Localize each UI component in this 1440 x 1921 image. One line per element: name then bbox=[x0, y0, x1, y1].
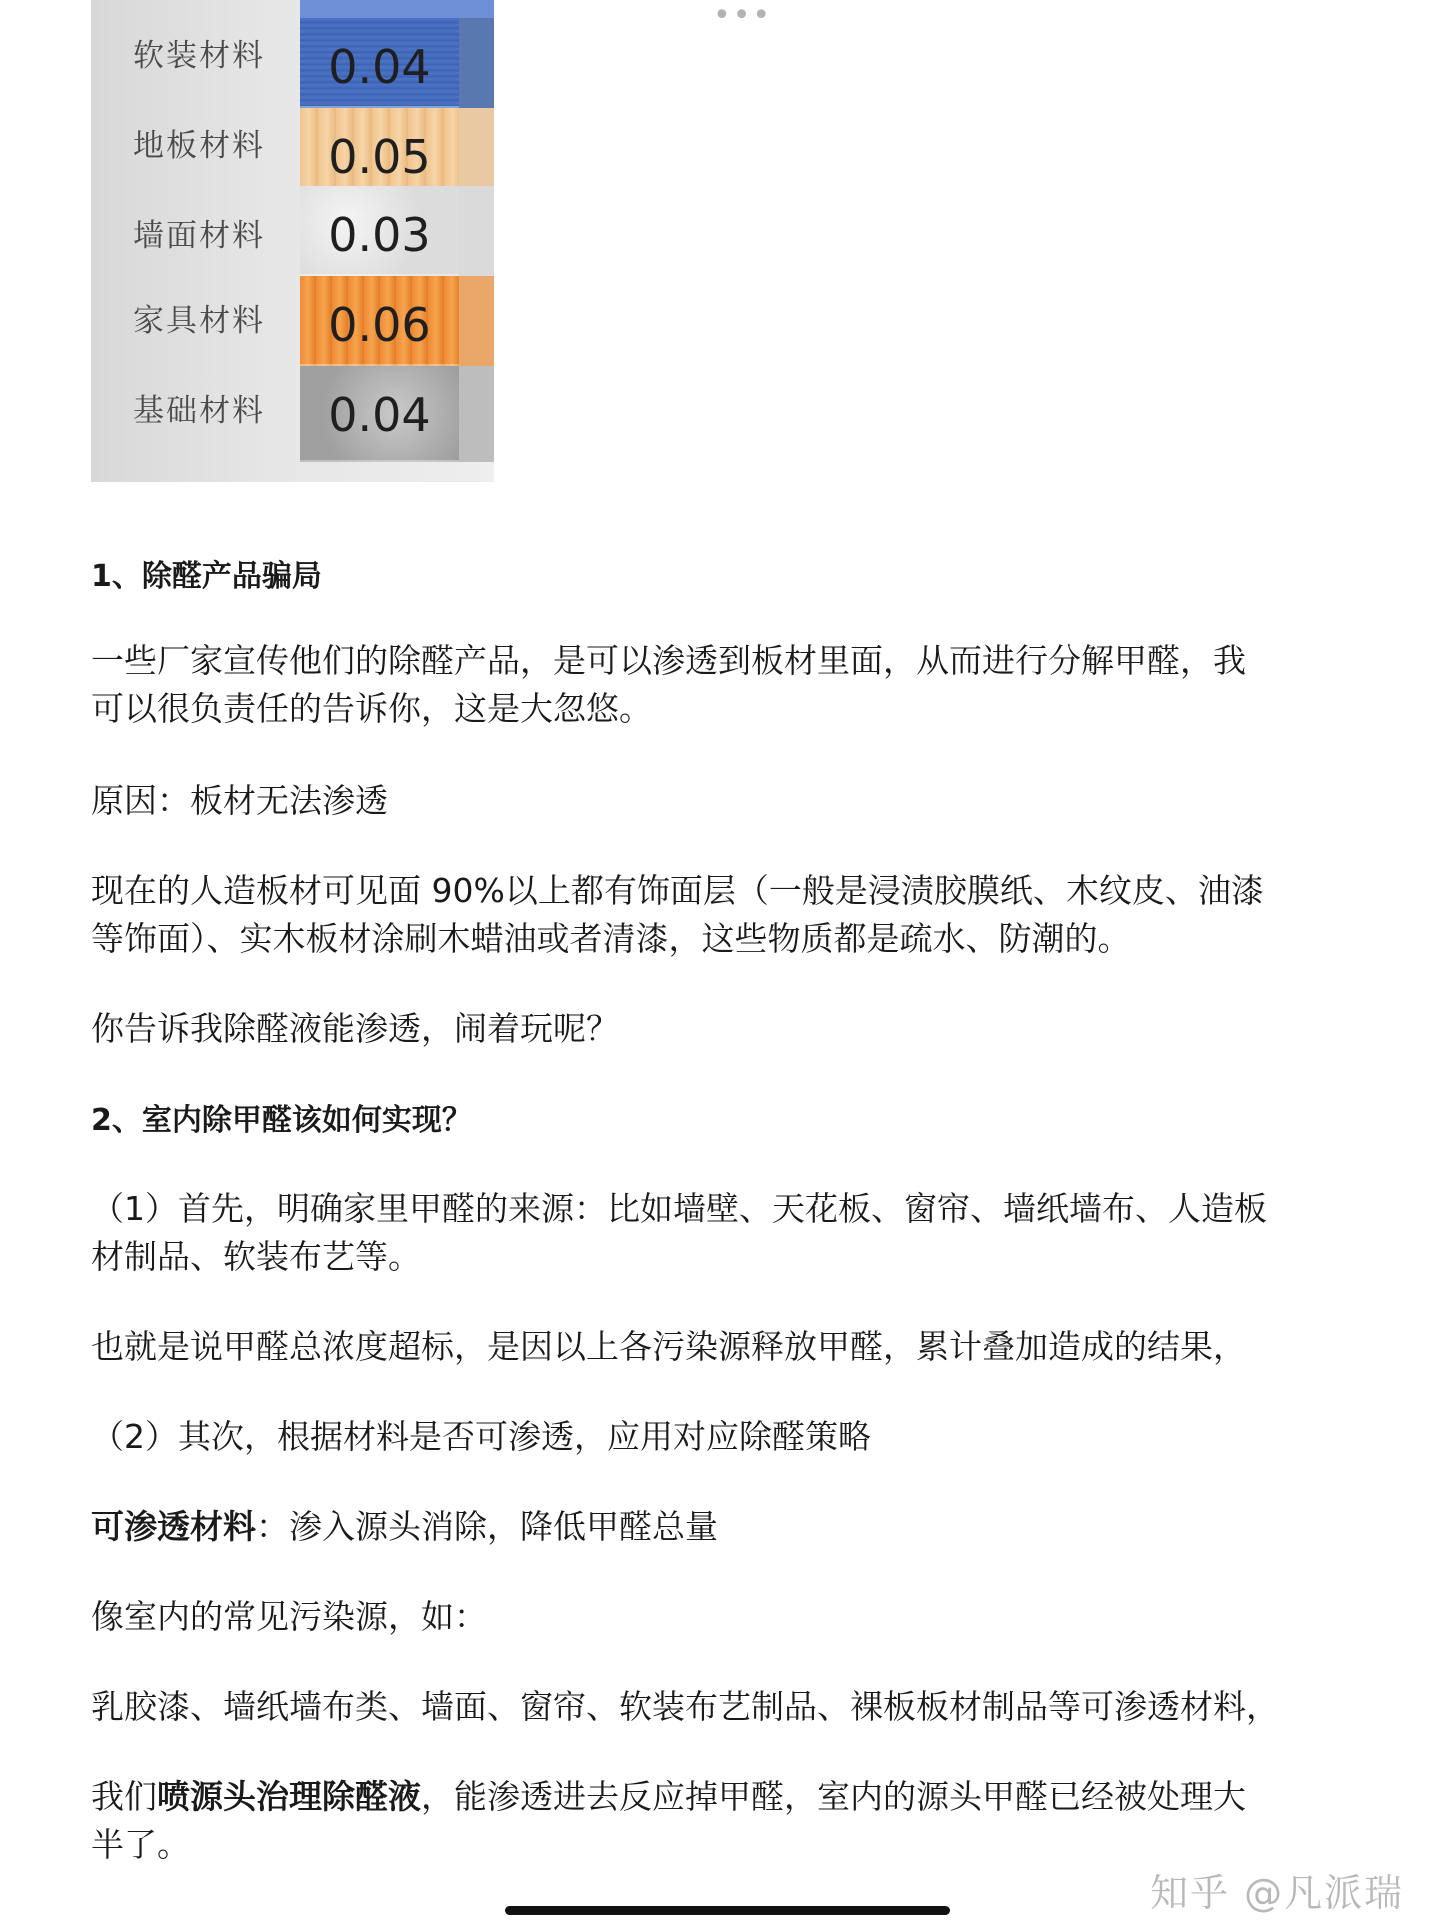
text-span: 我们 bbox=[91, 1777, 157, 1816]
paragraph: 也就是说甲醛总浓度超标，是因以上各污染源释放甲醛，累计叠加造成的结果， bbox=[91, 1327, 1246, 1366]
block-side-face bbox=[459, 18, 494, 108]
text-span: ：渗入源头消除，降低甲醛总量 bbox=[256, 1507, 718, 1546]
material-block bbox=[300, 186, 459, 276]
block-value: 0.03 bbox=[328, 208, 431, 262]
block-top-face bbox=[300, 0, 494, 18]
paragraph: 乳胶漆、墙纸墙布类、墙面、窗帘、软装布艺制品、裸板板材制品等可渗透材料， bbox=[91, 1687, 1279, 1726]
paragraph: 你告诉我除醛液能渗透，闹着玩呢？ bbox=[91, 1009, 619, 1048]
figure-label: 家具材料 bbox=[133, 303, 265, 339]
paragraph-line: 半了。 bbox=[91, 1825, 190, 1864]
paragraph-line: （1）首先，明确家里甲醛的来源：比如墙壁、天花板、窗帘、墙纸墙布、人造板 bbox=[91, 1189, 1267, 1228]
block-side-face bbox=[459, 186, 494, 276]
paragraph-line: 现在的人造板材可见面 90%以上都有饰面层（一般是浸渍胶膜纸、木纹皮、油漆 bbox=[91, 871, 1264, 910]
block-side-face bbox=[459, 276, 494, 366]
block-side-face bbox=[459, 108, 494, 198]
material-block bbox=[300, 108, 459, 198]
block-value: 0.04 bbox=[328, 40, 431, 94]
paragraph-line: 一些厂家宣传他们的除醛产品，是可以渗透到板材里面，从而进行分解甲醛，我 bbox=[91, 641, 1246, 680]
section-heading: 2、室内除甲醛该如何实现？ bbox=[91, 1103, 472, 1138]
material-block bbox=[300, 366, 459, 462]
home-indicator[interactable] bbox=[505, 1906, 950, 1915]
paragraph-line bbox=[91, 1774, 1351, 1820]
zhihu-watermark: 知乎 @凡派瑞 bbox=[1150, 1871, 1405, 1915]
block-side-face bbox=[459, 366, 494, 462]
figure-label: 基础材料 bbox=[133, 393, 265, 429]
block-value: 0.05 bbox=[328, 130, 431, 184]
block-value: 0.04 bbox=[328, 388, 431, 442]
paragraph: （2）其次，根据材料是否可渗透，应用对应除醛策略 bbox=[91, 1417, 871, 1456]
paragraph-line: 可以很负责任的告诉你，这是大忽悠。 bbox=[91, 689, 652, 728]
bold-phrase: 可渗透材料 bbox=[91, 1507, 256, 1546]
more-options-icon[interactable]: ••• bbox=[713, 0, 773, 33]
bold-phrase: 喷源头治理除醛液 bbox=[157, 1777, 421, 1816]
block-value: 0.06 bbox=[328, 298, 431, 352]
figure-label: 软装材料 bbox=[133, 38, 265, 74]
figure-label: 地板材料 bbox=[133, 128, 265, 164]
material-block bbox=[300, 276, 459, 366]
paragraph: 原因：板材无法渗透 bbox=[91, 781, 388, 820]
section-heading: 1、除醛产品骗局 bbox=[91, 559, 322, 594]
paragraph-line: 等饰面）、实木板材涂刷木蜡油或者清漆，这些物质都是疏水、防潮的。 bbox=[91, 919, 1131, 958]
figure-label: 墙面材料 bbox=[133, 218, 265, 254]
paragraph-line: 材制品、软装布艺等。 bbox=[91, 1237, 421, 1276]
text-span: ，能渗透进去反应掉甲醛，室内的源头甲醛已经被处理大 bbox=[421, 1777, 1246, 1816]
paragraph: 像室内的常见污染源，如： bbox=[91, 1597, 487, 1636]
formaldehyde-materials-image bbox=[91, 0, 494, 482]
material-block bbox=[300, 18, 459, 108]
paragraph bbox=[91, 1504, 1351, 1550]
